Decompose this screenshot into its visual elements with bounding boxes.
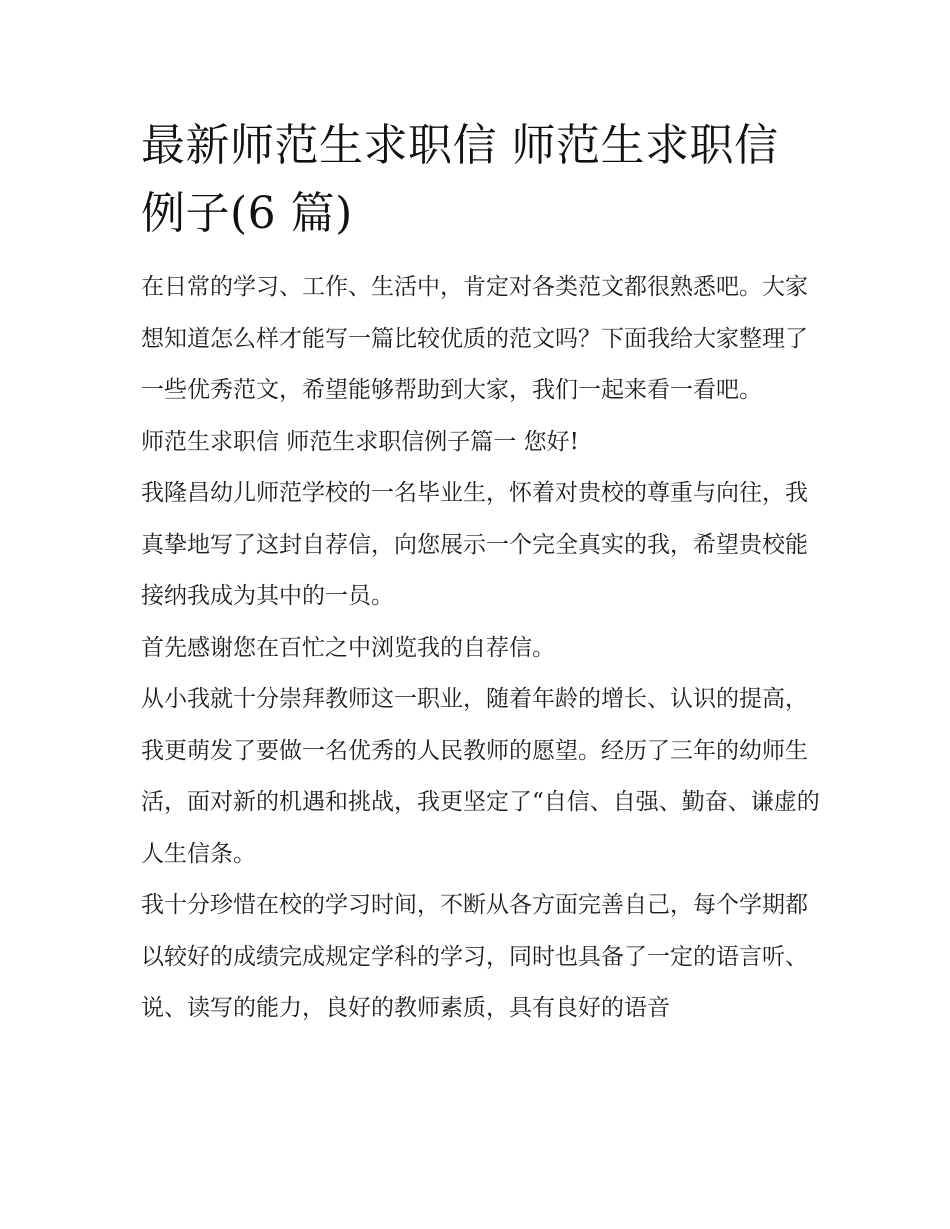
- document-title: 最新师范生求职信 师范生求职信例子(6 篇): [141, 120, 779, 239]
- paragraph-self-intro: 我隆昌幼儿师范学校的一名毕业生，怀着对贵校的尊重与向往，我真挚地写了这封自荐信，向您展示一个完全真实的我，希望贵校能接纳我成为其中的一员。: [141, 480, 808, 609]
- paragraph-study: 我十分珍惜在校的学习时间，不断从各方面完善自己，每个学期都以较好的成绩完成规定学科的学习，同时也具备了一定的语言听、说、读写的能力，良好的教师素质，具有良好的语音: [141, 892, 808, 1021]
- paragraph-intro: 在日常的学习、工作、生活中，肯定对各类范文都很熟悉吧。大家想知道怎么样才能写一篇比较优质的范文吗？下面我给大家整理了一些优秀范文，希望能够帮助到大家，我们一起来看一看吧。: [141, 274, 808, 403]
- paragraph-heading-greeting: 师范生求职信 师范生求职信例子篇一 您好!: [141, 428, 579, 455]
- paragraph-aspiration: 从小我就十分崇拜教师这一职业，随着年龄的增长、认识的提高，我更萌发了要做一名优秀的人民教师的愿望。经历了三年的幼师生活，面对新的机遇和挑战，我更坚定了“自信、自强、勤奋、谦虚的人生信条。: [141, 686, 820, 867]
- document-content: [141, 112, 821, 1035]
- document-body: [141, 262, 821, 1035]
- paragraph-thanks: 首先感谢您在百忙之中浏览我的自荐信。: [141, 634, 555, 661]
